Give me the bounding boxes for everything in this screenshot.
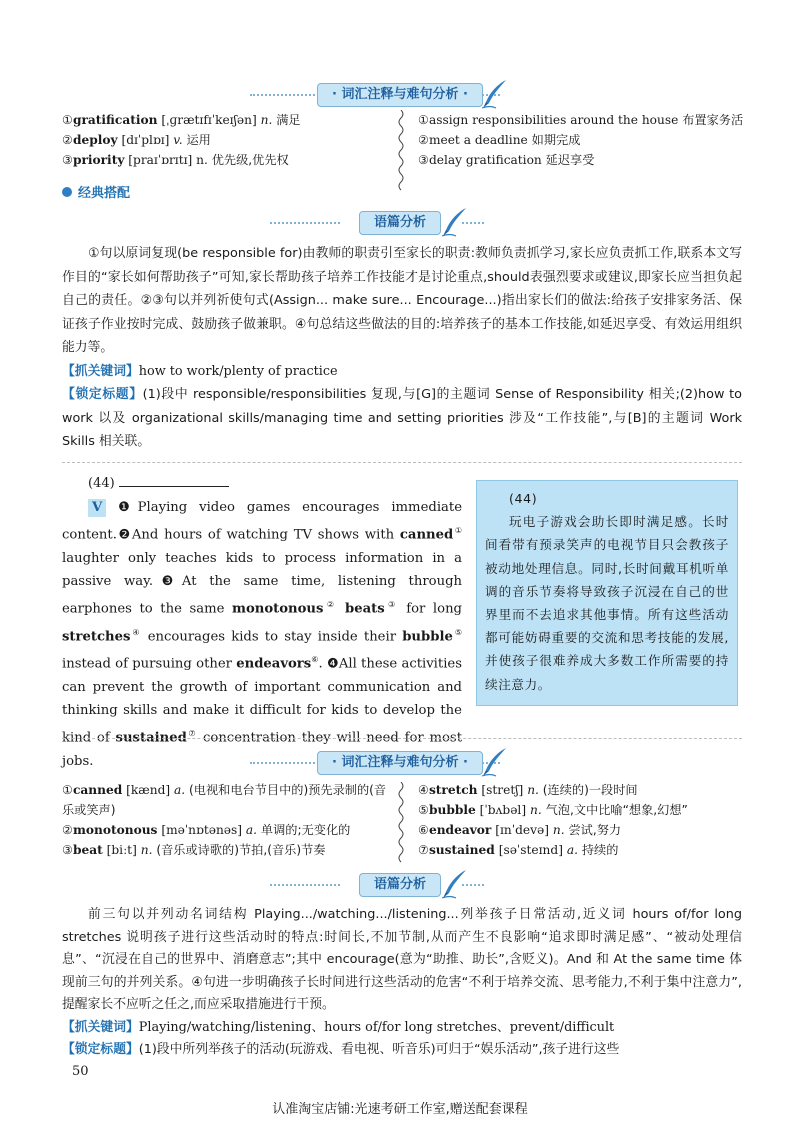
quill-pen-icon [480,78,510,110]
glossed-word: stretches [62,629,131,645]
section-banner-vocab-1: · 词汇注释与难句分析 · [0,78,800,112]
lock-title-line: 【锁定标题】(1)段中所列举孩子的活动(玩游戏、看电视、听音乐)可归于“娱乐活动”,孩子进行这些 [62,1042,620,1057]
gloss-marker: ⑥ [311,655,319,665]
vocab-item: ④stretch [stretʃ] n. (连续的)一段时间 [418,783,638,797]
quill-pen-icon [440,868,470,900]
sentence-number: ❸ [153,574,182,589]
vocab-item: ③beat [biːt] n. (音乐或诗歌的)节拍,(音乐)节奏 [62,843,326,857]
vocab-list-left [62,780,387,860]
vocab-item: ②monotonous [məˈnɒtənəs] a. 单调的;无变化的 [62,823,351,837]
sentence-number: ❹ [326,656,339,672]
glossed-word: endeavors [236,656,312,672]
passage-paragraph [62,472,462,773]
passage-run: Playing video games encourages immediate content. [62,500,462,543]
collocation-item: ③delay gratification 延迟享受 [418,153,595,167]
section-banner-discourse-2: 语篇分析 [0,868,800,902]
classic-collocation-heading: 经典搭配 [62,182,130,201]
keyword-line: 【抓关键词】how to work/plenty of practice [62,363,338,379]
section-banner-vocab-2: · 词汇注释与难句分析 · [0,746,800,780]
vocab-item: ①canned [kænd] a. (电视和电台节目中的)预先录制的(音乐或笑声) [62,783,387,817]
glossed-word: bubble [402,629,453,645]
paragraph-marker: V [88,499,106,517]
section-banner-discourse-1: 语篇分析 [0,206,800,240]
collocation-item: ①assign responsibilities around the house 布置家务活 [418,113,744,127]
squiggle-divider [396,782,406,864]
translation-box: (44) 玩电子游戏会助长即时满足感。长时间看带有预录笑声的电视节目只会教孩子被动地处理信息。同时,长时间戴耳机听单调的音乐节奏将导致孩子沉浸在自己的世界里而不去追求其他事情。所有这些活动都可能妨碍重要的交流和思考技能的发展,并使孩子很难养成大多数工作所需要的持续注意力。 [476,480,738,706]
vocab-list-left [62,110,392,170]
glossed-word: canned [399,527,454,543]
passage-run: concentration they will need for most jobs. [62,730,462,769]
vocab-item: ⑤bubble [ˈbʌbəl] n. 气泡,文中比喻“想象,幻想” [418,803,688,817]
gloss-marker: ⑤ [452,627,463,637]
glossed-word: sustained [115,730,187,746]
footer-note: 认准淘宝店铺:光速考研工作室,赠送配套课程 [272,1102,528,1117]
gloss-marker: ④ [130,627,142,637]
lock-title-line: 【锁定标题】(1)段中 responsible/responsibilities 复现,与[G]的主题词 Sense of Responsibility 相关;(2)how to work 以及 organizational skills/managing time and setting priorities 涉及“工作技能”,与[B]的主题词 Work Skills 相关联。 [62,387,742,449]
banner-label: 词汇注释与难句分析 [341,87,459,102]
vocab-item: ⑥endeavor [ɪnˈdevə] n. 尝试,努力 [418,823,622,837]
gloss-marker: ① [453,526,462,536]
gloss-marker: ② [323,600,338,610]
vocab-item: ③priority [praɪˈɒrɪtɪ] n. 优先级,优先权 [62,153,289,167]
bullet-icon [62,187,72,197]
passage-run: encourages kids to stay inside their [141,629,403,645]
section-divider [62,462,742,463]
passage-run [337,602,345,617]
quill-pen-icon [440,206,470,238]
answer-blank [119,486,229,487]
sentence-number: ❶ [118,500,138,515]
passage-run: instead of pursuing other [62,656,237,672]
passage-run: All these activities can prevent the growth of important communication and thinking skills and make it difficult for kids to develop the kind of [62,656,462,746]
quill-pen-icon [480,746,510,778]
question-number: (44) [88,476,115,491]
gloss-marker: ⑦ [186,729,198,739]
glossed-word: monotonous [232,601,324,617]
discourse-analysis-1: ①句以原词复现(be responsible for)由教师的职责引至家长的职责:教师负责抓学习,家长应负责抓工作,联系本文写作目的“家长如何帮助孩子”可知,家长帮助孩子培养工作技能才是讨论重点,should表强烈要求或建议,即家长应当担负起自己的责任。②③句以并列祈使句式(Assign... make sure... Encourage...)指出家长们的做法:给孩子安排家务活、保证孩子作业按时完成、鼓励孩子做兼职。④句总结这些做法的目的:培养孩子的基本工作技能,如延迟享受、有效运用组织能力等。 【抓关键词】how to work/plenty of practice 【锁定标题】(1)段中 responsible/responsibilities 复现,与[G]的主题词 Sense of Responsibility 相关;(2)how to work 以及 organizational skills/managing time and setting priorities 涉及“工作技能”,与[B]的主题词 Work Skills 相关联。 [62,242,742,454]
collocation-item: ②meet a deadline 如期完成 [418,133,581,147]
vocab-list-right [418,780,748,860]
collocation-list-right [418,110,748,170]
glossed-word: beats [344,601,385,617]
vocab-item: ①gratification [ˌɡrætɪfɪˈkeɪʃən] n. 满足 [62,113,301,127]
page-number: 50 [72,1064,89,1079]
keyword-line: 【抓关键词】Playing/watching/listening、hours of/for long stretches、prevent/difficult [62,1019,615,1035]
passage-run: laughter only teaches kids to process information in a passive way. [62,550,462,589]
passage-run: At the same time, listening through earphones to the same [62,574,463,617]
passage-text [62,496,462,773]
passage-run: And hours of watching TV shows with [131,527,400,543]
sentence-number: ❷ [116,527,132,543]
passage-run: for long [398,601,463,617]
discourse-analysis-2: 前三句以并列动名词结构 Playing.../watching.../listening...列举孩子日常活动,近义词 hours of/for long stretches 说明孩子进行这些活动时的特点:时间长,不加节制,从而产生不良影响“追求即时满足感”、“被动处理信息”、“沉浸在自己的世界中、消磨意志”;其中 encourage(意为“助推、助长”,含贬义)。And 和 At the same time 体现前三句的并列关系。④句进一步明确孩子长时间进行这些活动的危害“不利于培养交流、思考能力,不利于集中注意力”,提醒家长不应听之任之,而应采取措施进行干预。 【抓关键词】Playing/watching/listening、hours of/for long stretches、prevent/difficult 【锁定标题】(1)段中所列举孩子的活动(玩游戏、看电视、听音乐)可归于“娱乐活动”,孩子进行这些 [62,904,742,1062]
section-divider [62,738,742,739]
gloss-marker: ③ [384,600,399,610]
passage-run: . [318,656,327,672]
vocab-item: ②deploy [dɪˈplɒɪ] v. 运用 [62,133,211,147]
squiggle-divider [396,110,406,192]
vocab-item: ⑦sustained [səˈsteɪnd] a. 持续的 [418,843,619,857]
